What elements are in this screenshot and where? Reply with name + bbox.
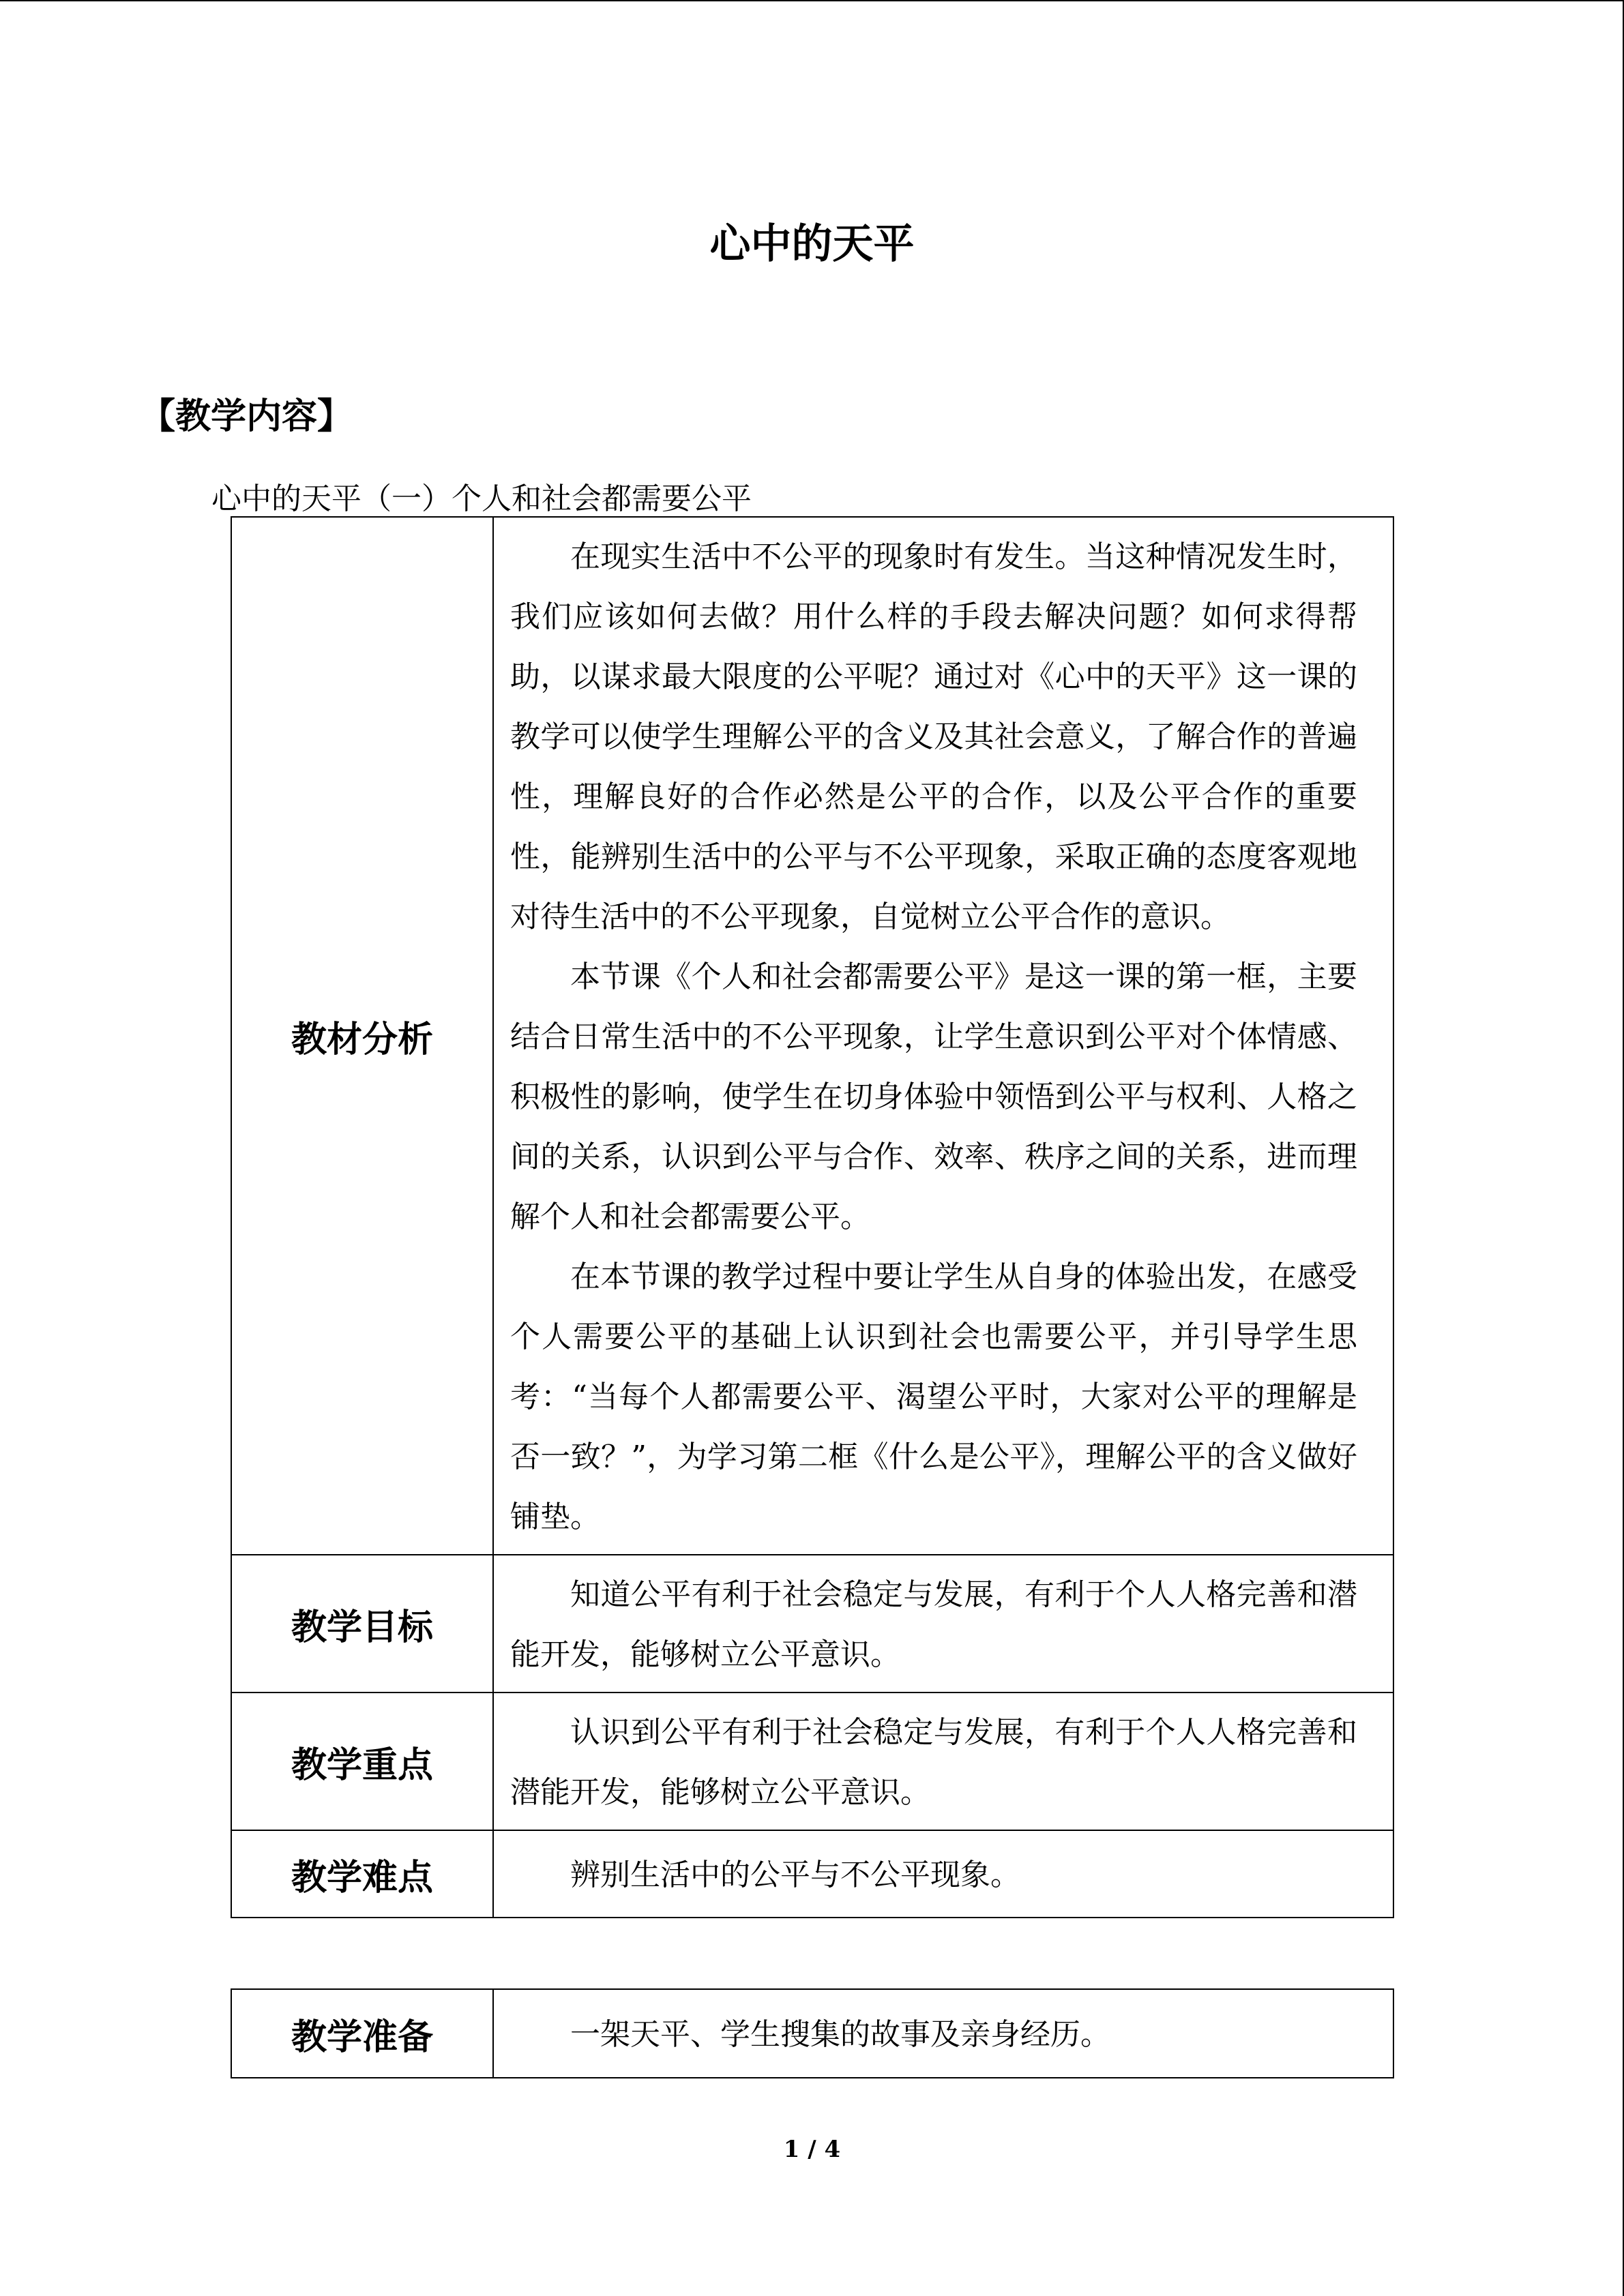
row-key-point	[231, 1693, 1393, 1830]
row-goal	[231, 1555, 1393, 1693]
row-analysis	[231, 517, 1393, 1555]
difficulty-text: 辨别生活中的公平与不公平现象。	[570, 1858, 1020, 1892]
key-point-text: 认识到公平有利于社会稳定与发展，有利于个人人格完善和潜能开发，能够树立公平意识。	[510, 1715, 1357, 1810]
analysis-paragraph: 在现实生活中不公平的现象时有发生。当这种情况发生时，我们应该如何去做？用什么样的手段去解决问题？如何求得帮助，以谋求最大限度的公平呢？通过对《心中的天平》这一课的教学可以使学生理解公平的含义及其社会意义，了解合作的普遍性，理解良好的合作必然是公平的合作，以及公平合作的重要性，能辨别生活中的公平与不公平现象，采取正确的态度客观地对待生活中的不公平现象，自觉树立公平合作的意识。	[510, 539, 1357, 934]
lesson-info-table	[231, 516, 1394, 1918]
analysis-paragraph: 在本节课的教学过程中要让学生从自身的体验出发，在感受个人需要公平的基础上认识到社会也需要公平，并引导学生思考：“当每个人都需要公平、渴望公平时，大家对公平的理解是否一致？”，为学习第二框《什么是公平》，理解公平的含义做好铺垫。	[510, 1259, 1357, 1534]
analysis-label: 教材分析	[231, 517, 493, 1555]
key-point-content	[493, 1693, 1393, 1830]
goal-content	[493, 1555, 1393, 1693]
page-border-top	[0, 0, 1624, 1]
key-point-label: 教学重点	[231, 1693, 493, 1830]
lesson-subtitle: 心中的天平（一）个人和社会都需要公平	[211, 481, 752, 516]
row-difficulty	[231, 1830, 1393, 1918]
preparation-label: 教学准备	[231, 1989, 493, 2078]
goal-text: 知道公平有利于社会稳定与发展，有利于个人人格完善和潜能开发，能够树立公平意识。	[510, 1577, 1357, 1672]
difficulty-label: 教学难点	[231, 1830, 493, 1918]
analysis-content	[493, 517, 1393, 1555]
preparation-text: 一架天平、学生搜集的故事及亲身经历。	[570, 2017, 1110, 2052]
page-number: 1 / 4	[783, 2136, 841, 2163]
analysis-paragraph: 本节课《个人和社会都需要公平》是这一课的第一框，主要结合日常生活中的不公平现象，让学生意识到公平对个体情感、积极性的影响，使学生在切身体验中领悟到公平与权利、人格之间的关系，认识到公平与合作、效率、秩序之间的关系，进而理解个人和社会都需要公平。	[510, 959, 1357, 1234]
document-title: 心中的天平	[709, 220, 915, 268]
preparation-table	[231, 1988, 1394, 2078]
difficulty-content	[493, 1830, 1393, 1918]
preparation-content	[493, 1989, 1393, 2078]
goal-label: 教学目标	[231, 1555, 493, 1693]
row-preparation	[231, 1989, 1393, 2078]
section-heading: 【教学内容】	[140, 396, 353, 437]
